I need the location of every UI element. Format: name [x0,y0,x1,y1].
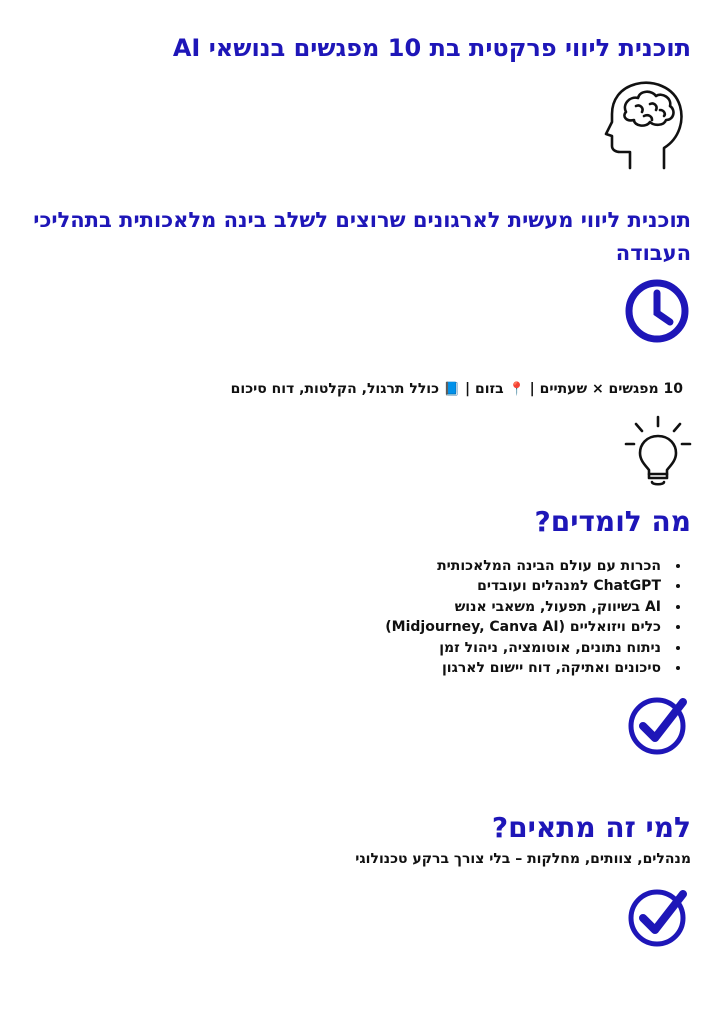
clock-icon [624,278,690,344]
audience-heading: למי זה מתאים? [491,811,691,844]
subtitle: תוכנית ליווי מעשית לארגונים שרוצים לשלב בינה מלאכותית בתהליכי העבודה [33,208,691,265]
check-circle-icon [627,692,691,756]
list-item: • הכרות עם עולם הבינה המלאכותית [105,556,665,576]
list-item: • ChatGPT למנהלים ועובדים [105,576,665,596]
brain-head-icon [604,78,688,170]
meta-materials: כולל תרגול, הקלטות, דוח סיכום [230,381,440,397]
program-meta [43,378,683,401]
list-item: • סיכונים ואתיקה, דוח יישום לארגון [105,658,665,678]
topics-list [105,556,691,678]
lightbulb-icon [622,414,694,490]
meta-location: בזום | [464,381,504,397]
location-pin-icon: 📍 [508,382,525,397]
list-item: • כלים ויזואליים (Midjourney, Canva AI) [105,617,665,637]
learn-heading: מה לומדים? [534,505,691,538]
list-item: • AI בשיווק, תפעול, משאבי אנוש [105,597,665,617]
page-title: תוכנית ליווי פרקטית בת 10 מפגשים בנושאי AI [172,34,691,62]
list-item: • ניתוח נתונים, אוטומציה, ניהול זמן [105,638,665,658]
book-icon: 📘 [443,382,461,397]
meta-sessions: 10 מפגשים × שעתיים | [529,381,683,397]
check-circle-icon [627,884,691,948]
audience-text: מנהלים, צוותים, מחלקות – בלי צורך ברקע טכנולוגי [355,851,691,867]
